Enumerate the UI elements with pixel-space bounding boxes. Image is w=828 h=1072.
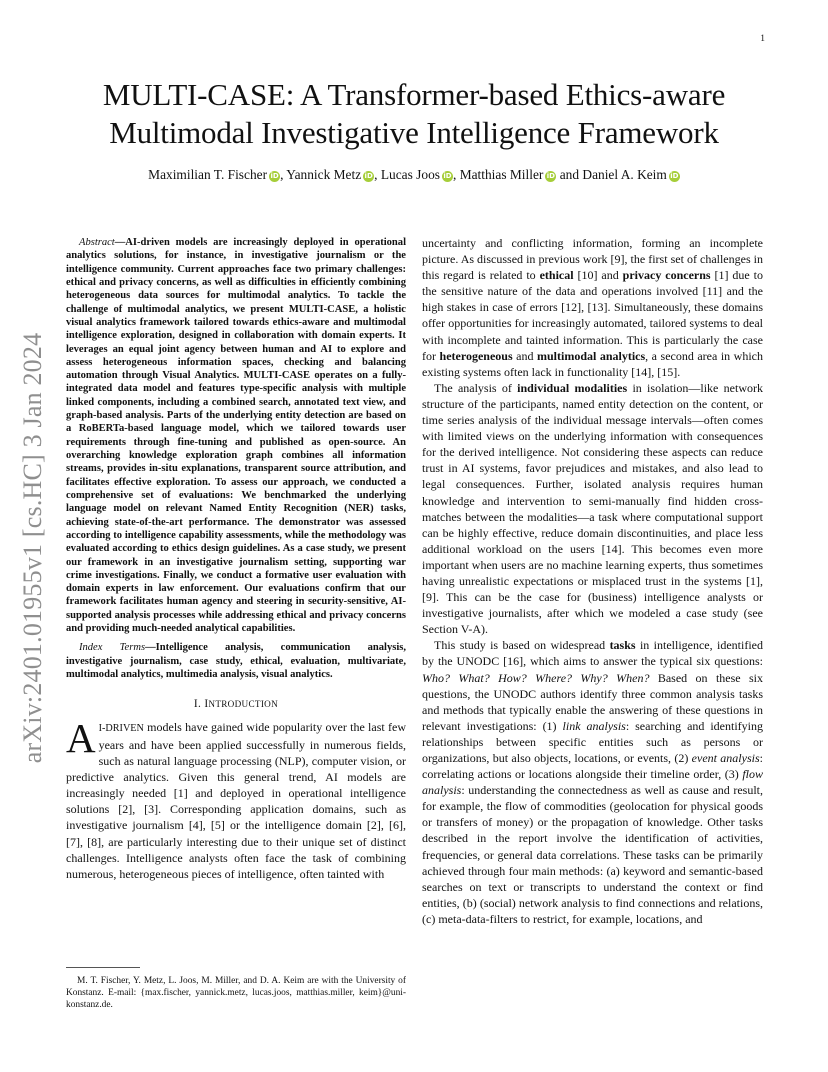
italic-term: Who? What? How? Where? Why? When? (422, 670, 650, 685)
text-run: , a second area in which existing systems often lack in functionality [14], [15]. (422, 348, 764, 379)
title-line-2: Multimodal Investigative Intelligence Framework (109, 115, 719, 150)
italic-term: link analysis (562, 718, 626, 733)
italic-term: event analysis (691, 751, 760, 765)
arxiv-stamp: arXiv:2401.01955v1 [cs.HC] 3 Jan 2024 (18, 332, 47, 764)
text-run: This study is based on widespread (434, 638, 610, 653)
author-name: , Yannick Metz (280, 167, 362, 182)
intro-caps: I-DRIVEN (98, 722, 144, 734)
text-run: [10] and (573, 268, 623, 283)
page-number: 1 (760, 34, 765, 44)
bold-term: multimodal analytics (536, 348, 646, 363)
index-terms-lead: Index Terms (79, 642, 146, 654)
intro-paragraph (66, 714, 406, 882)
bold-term: heterogeneous (439, 348, 513, 363)
orcid-icon[interactable]: iD (443, 172, 452, 180)
text-run: in isolation—like network structure of the participants, named entity detection on the content, or time series analysis of the individual message intervals—often comes with limited views on the underlying information with consequences for the derived intelligence. Not considering these aspects can reduce trust in AI systems, favor prejudices and mistakes, and also lead to legal consequences. Further, isolated analysis requires human knowledge and intervention to semi-manually find hidden cross-matches between the modalities—a task where computational support can be highly effective, reduce domain discontinuities, and place less additional workload on the users [14]. This becomes even more important when users are no machine learning experts, thus sometimes having unrealistic expectations or misplaced trust in the systems [1], [9]. This can be the case for (business) intelligence analysts or investigative journalists, after which we modeled a case study (see Section V-A). (422, 380, 763, 637)
orcid-icon[interactable]: iD (364, 172, 373, 180)
text-run: in intelligence, identified by the UNODC [16], which aims to answer the typical six questions: (422, 638, 763, 669)
orcid-icon[interactable]: iD (270, 172, 279, 180)
footnote: M. T. Fischer, Y. Metz, L. Joos, M. Miller, and D. A. Keim are with the University of Konstanz. E-mail: {max.fischer, yannick.metz, lucas.joos, matthias.miller, keim}@uni-konstanz.de. (66, 976, 406, 1010)
text-run: Based on these six questions, the UNODC authors identify three common analysis tasks and methods that typically enable the answering of these questions in relevant investigations: (1) (422, 670, 763, 733)
author-name: and Daniel A. Keim (556, 167, 667, 182)
text-run: [1] due to the sensitive nature of the data and operations involved [11] and the high stakes in case of errors [12], [13]. Simultaneously, these domains offer opportunities for increasingly automated, tailored systems to deal with incomplete and tainted information. This is particularly the case for (422, 268, 763, 363)
drop-cap: A (66, 714, 96, 761)
bold-term: tasks (609, 638, 636, 653)
italic-term: flow analysis (422, 767, 763, 798)
index-terms-text: —Intelligence analysis, communication analysis, investigative journalism, case study, ethical, evaluation, multivariate, multimodal analytics, multimedia analysis, visual analytics. (66, 642, 406, 680)
text-run: and (512, 348, 537, 363)
text-run: The analysis of (434, 380, 518, 395)
title-line-1: MULTI-CASE: A Transformer-based Ethics-aware (102, 77, 726, 112)
index-terms (66, 641, 406, 681)
bold-term: privacy concerns (622, 268, 711, 283)
author-name: , Matthias Miller (453, 167, 544, 182)
right-paragraph-3 (422, 637, 763, 927)
author-name: , Lucas Joos (374, 167, 440, 182)
left-column (66, 236, 406, 882)
text-run: : correlating actions or locations alongside their timeline order, (3) (422, 751, 763, 782)
abstract-lead: Abstract (79, 237, 115, 248)
intro-text: models have gained wide popularity over the last few years and have been applied successfully in numerous fields, such as natural language processing (NLP), computer vision, or predictive analytics. Given this general trend, AI models are increasingly needed [1] and deployed in operational intelligence solutions [2], [3]. Corresponding application domains, such as investigative journalism [4], [5] or the intelligence domain [2], [6], [7], [8], are particularly interesting due to their unique set of distinct challenges. Intelligence analysts often face the task of combining numerous, heterogeneous pieces of intelligence, often tainted with (66, 719, 406, 881)
orcid-icon[interactable]: iD (670, 172, 679, 180)
paper-title (60, 76, 768, 152)
bold-term: ethical (539, 268, 574, 283)
right-paragraph-1 (422, 235, 763, 380)
section-heading-introduction (66, 697, 406, 713)
orcid-icon[interactable]: iD (546, 172, 555, 180)
section-title-smallcaps: NTRODUCTION (208, 699, 279, 710)
author-name: Maximilian T. Fischer (148, 167, 268, 182)
section-first-letter: I (204, 698, 209, 711)
bold-term: individual modalities (517, 380, 628, 395)
section-numeral: I. (193, 698, 205, 711)
author-list (60, 166, 768, 184)
right-column (422, 235, 763, 927)
right-paragraph-2 (422, 380, 763, 638)
text-run: uncertainty and conflicting information, forming an incomplete picture. As discussed in previous work [9], the first set of challenges in this regard is related to (422, 236, 763, 283)
text-run: : searching and identifying relationships between specific entities such as persons or organizations, but also objects, locations, or events, (2) (422, 718, 764, 765)
footnote-rule (66, 967, 140, 968)
abstract (66, 236, 406, 635)
text-run: : understanding the connectedness as well as cause and result, for example, the flow of commodities (geolocation for physical goods or transfers of money) or the propagation of knowledge. Other tasks described in the report involve the identification of activities, frequencies, or general data correlations. These tasks can be primarily achieved through four main methods: (a) keyword and semantic-based searches on text or transcripts to understand the context or find entities, (b) (social) network analysis to find connections and relations, (c) meta-data-filters to restrict, for example, locations, and (422, 783, 763, 926)
abstract-text: —AI-driven models are increasingly deployed in operational analytics solutions, for instance, in investigative journalism or the intelligence community. Current approaches face two primary challenges: ethical and privacy concerns, as well as difficulties in efficiently combining heterogeneous data sources for multimodal analytics. To tackle the challenge of multimodal analytics, we present MULTI-CASE, a holistic visual analytics framework tailored towards ethics-aware and multimodal intelligence exploration, designed in collaboration with domain experts. It leverages an equal joint agency between human and AI to explore and assess heterogeneous information spaces, checking and balancing automation through Visual Analytics. MULTI-CASE operates on a fully-integrated data model and features type-specific analysis with multiple linked components, including a combined search, annotated text view, and graph-based analysis. Parts of the underlying entity detection are based on a RoBERTa-based language model, which we tailored towards user requirements through fine-tuning and published as open-source. An overarching knowledge exploration graph combines all information streams, provides in-situ explanations, transparent source attribution, and facilitates effective exploration. To assess our approach, we conducted a comprehensive set of evaluations: We benchmarked the underlying language model on relevant Named Entity Recognition (NER) tasks, achieving state-of-the-art performance. The demonstrator was assessed according to intelligence capability assessments, while the methodology was evaluated according to ethics design guidelines. As a case study, we present our framework in an investigative journalism setting, supporting war crime investigations. Finally, we conduct a formative user evaluation with domain experts in law enforcement. Our evaluations confirm that our framework facilitates human agency and steering in security-sensitive, AI-supported analysis processes while addressing ethical and privacy concerns and providing much-needed analytical capabilities. (66, 237, 406, 635)
